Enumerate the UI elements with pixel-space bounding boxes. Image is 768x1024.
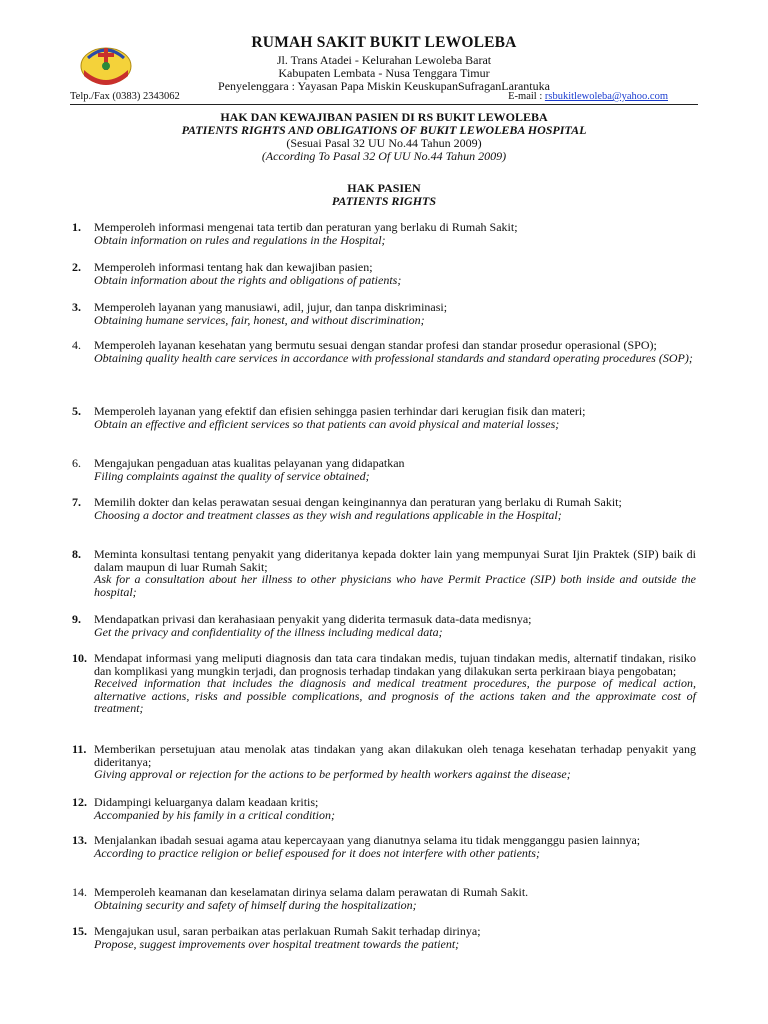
item-text-en: Ask for a consultation about her illness to other physicians who have Permit Practice (SIP) both inside and outside the hospital;: [94, 572, 696, 599]
list-item: [72, 834, 696, 859]
item-text-en: Obtain information on rules and regulations in the Hospital;: [94, 232, 386, 247]
organizer-line: Penyelenggara : Yayasan Papa Miskin KeuskupanSufraganLarantuka: [218, 79, 550, 93]
item-text-id: Memilih dokter dan kelas perawatan sesuai dengan keinginannya dan peraturan yang berlaku di Rumah Sakit;: [94, 495, 622, 509]
list-item: [72, 886, 696, 911]
list-item: [72, 743, 696, 781]
item-number: 3.: [72, 300, 81, 314]
section-heading: [70, 182, 698, 208]
list-item: [72, 925, 696, 950]
item-text-id: Memperoleh informasi mengenai tata tertib dan peraturan yang berlaku di Rumah Sakit;: [94, 220, 518, 234]
document-title: [70, 111, 698, 163]
item-number: 2.: [72, 260, 81, 274]
list-item: [72, 405, 696, 430]
item-number: 15.: [72, 924, 87, 938]
item-text-id: Mengajukan pengaduan atas kualitas pelayanan yang didapatkan: [94, 456, 405, 470]
item-number: 8.: [72, 547, 81, 561]
item-text-id: Mengajukan usul, saran perbaikan atas perlakuan Rumah Sakit terhadap dirinya;: [94, 924, 481, 938]
address-line: Kabupaten Lembata - Nusa Tenggara Timur: [278, 66, 490, 80]
item-text-en: Propose, suggest improvements over hospital treatment towards the patient;: [94, 936, 460, 951]
list-item: [72, 301, 696, 326]
hospital-name: RUMAH SAKIT BUKIT LEWOLEBA: [251, 34, 517, 51]
item-number: 7.: [72, 495, 81, 509]
item-text-id: Mendapat informasi yang meliputi diagnosis dan tata cara tindakan medis, tujuan tindakan medis, alternatif tindakan, risiko dan komplikasi yang mungkin terjadi, dan prognosis terhadap tindakan yang dilakukan serta perkiraan biaya pengobatan;: [94, 651, 696, 678]
item-text-en: Received information that includes the diagnosis and medical treatment procedures, the purpose of medical action, alternative actions, risks and possible complications, and prognosis of the actions taken and the approximate cost of treatment;: [94, 676, 696, 715]
list-item: [72, 221, 696, 246]
address-line: Jl. Trans Atadei - Kelurahan Lewoleba Barat: [276, 53, 492, 67]
list-item: [72, 496, 696, 521]
item-text-en: Accompanied by his family in a critical condition;: [94, 807, 335, 822]
section-heading-en: PATIENTS RIGHTS: [331, 194, 437, 208]
item-text-en: Obtaining humane services, fair, honest, and without discrimination;: [94, 312, 425, 327]
item-text-id: Memperoleh layanan yang manusiawi, adil, jujur, dan tanpa diskriminasi;: [94, 300, 448, 314]
item-number: 13.: [72, 833, 87, 847]
legal-reference-en: (According To Pasal 32 Of UU No.44 Tahun 2009): [261, 149, 507, 163]
item-text-id: Memperoleh keamanan dan keselamatan dirinya selama dalam perawatan di Rumah Sakit.: [94, 885, 529, 899]
email-block: [508, 91, 668, 102]
header-divider: [70, 104, 698, 105]
item-text-id: Menjalankan ibadah sesuai agama atau kepercayaan yang dianutnya selama itu tidak mengganggu pasien lainnya;: [94, 833, 641, 847]
item-text-en: Filing complaints against the quality of service obtained;: [94, 468, 370, 483]
item-number: 9.: [72, 612, 81, 626]
item-text-id: Mendapatkan privasi dan kerahasiaan penyakit yang diderita termasuk data-data medisnya;: [94, 612, 532, 626]
item-number: 4.: [72, 338, 81, 352]
item-text-id: Memberikan persetujuan atau menolak atas tindakan yang akan dilakukan oleh tenaga kesehatan terhadap penyakit yang dideritanya;: [94, 742, 696, 769]
list-item: [72, 457, 696, 482]
item-text-en: According to practice religion or belief espoused for it does not interfere with other patients;: [94, 845, 540, 860]
section-heading-id: HAK PASIEN: [347, 181, 421, 195]
item-text-en: Obtain information about the rights and obligations of patients;: [94, 272, 402, 287]
item-text-id: Memperoleh informasi tentang hak dan kewajiban pasien;: [94, 260, 373, 274]
item-text-en: Obtaining security and safety of himself during the hospitalization;: [94, 897, 417, 912]
list-item: [72, 796, 696, 821]
item-text-id: Memperoleh layanan yang efektif dan efisien sehingga pasien terhindar dari kerugian fisik dan materi;: [94, 404, 586, 418]
list-item: [72, 613, 696, 638]
email-label: E-mail :: [508, 91, 543, 102]
item-text-en: Get the privacy and confidentiality of the illness including medical data;: [94, 624, 443, 639]
item-number: 14.: [72, 885, 87, 899]
list-item: [72, 261, 696, 286]
item-number: 6.: [72, 456, 81, 470]
item-text-id: Meminta konsultasi tentang penyakit yang dideritanya kepada dokter lain yang mempunyai Surat Ijin Praktek (SIP) baik di dalam maupun di luar Rumah Sakit;: [94, 547, 696, 574]
list-item: [72, 548, 696, 598]
item-number: 1.: [72, 220, 81, 234]
item-number: 11.: [72, 742, 87, 756]
item-text-en: Obtaining quality health care services in accordance with professional standards and standard operating procedures (SOP);: [94, 350, 693, 365]
email-link[interactable]: rsbukitlewoleba@yahoo.com: [544, 91, 668, 102]
legal-reference-id: (Sesuai Pasal 32 UU No.44 Tahun 2009): [286, 136, 482, 150]
item-number: 5.: [72, 404, 81, 418]
item-text-en: Giving approval or rejection for the actions to be performed by health workers against the disease;: [94, 767, 571, 781]
item-text-en: Obtain an effective and efficient services so that patients can avoid physical and material losses;: [94, 416, 560, 431]
list-item: [72, 339, 696, 364]
title-en: PATIENTS RIGHTS AND OBLIGATIONS OF BUKIT LEWOLEBA HOSPITAL: [181, 123, 587, 137]
phone-fax: Telp./Fax (0383) 2343062: [70, 91, 180, 102]
item-number: 12.: [72, 795, 87, 809]
item-text-id: Didampingi keluarganya dalam keadaan kritis;: [94, 795, 319, 809]
title-id: HAK DAN KEWAJIBAN PASIEN DI RS BUKIT LEWOLEBA: [220, 110, 548, 124]
list-item: [72, 652, 696, 715]
item-text-id: Memperoleh layanan kesehatan yang bermutu sesuai dengan standar profesi dan standar prosedur operasional (SPO);: [94, 338, 657, 352]
item-text-en: Choosing a doctor and treatment classes as they wish and regulations applicable in the Hospital;: [94, 507, 562, 522]
item-number: 10.: [72, 651, 87, 665]
